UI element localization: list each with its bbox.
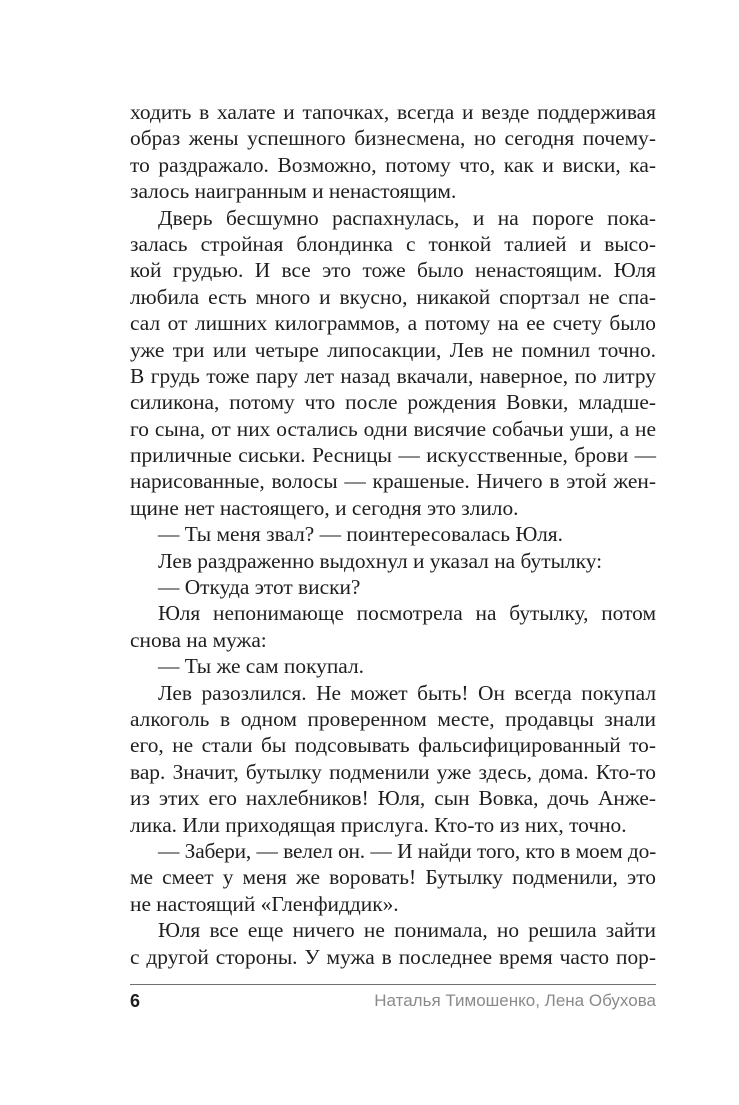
text-line: образ жены успешного бизнесмена, но сегодня почему- [130, 126, 656, 151]
text-line: — Ты же сам покупал. [158, 654, 365, 679]
text-line: го сына, от них остались одни висячие собачьи уши, а не [130, 416, 656, 441]
text-line: то раздражало. Возможно, потому что, как и виски, ка- [130, 152, 656, 177]
text-line: лика. Или приходящая прислуга. Кто-то из них, точно. [130, 812, 627, 837]
text-line: Лев разозлился. Не может быть! Он всегда покупал [158, 680, 656, 705]
text-line: — Откуда этот виски? [158, 575, 361, 600]
text-line: Юля все еще ничего не понимала, но решила зайти [158, 918, 656, 943]
text-line: кой грудью. И все это тоже было ненастоящим. Юля [130, 258, 656, 283]
text-line: из этих его нахлебников! Юля, сын Вовка, дочь Анже- [130, 786, 656, 811]
text-line: приличные сиськи. Ресницы — искусственные, брови — [130, 443, 656, 468]
text-line: вар. Значит, бутылку подменили уже здесь, дома. Кто-то [130, 759, 656, 784]
text-line: уже три или четыре липосакции, Лев не помнил точно. [130, 337, 656, 362]
text-line: снова на мужа: [130, 627, 267, 652]
text-line: силикона, потому что после рождения Вовки, младше- [130, 390, 656, 415]
text-line: нарисованные, волосы — крашеные. Ничего в этой жен- [130, 469, 656, 494]
text-line: любила есть много и вкусно, никакой спортзал не спа- [130, 284, 656, 309]
text-line: ме смеет у меня же воровать! Бутылку подменили, это [130, 865, 656, 890]
running-head-authors: Наталья Тимошенко, Лена Обухова [374, 991, 656, 1010]
text-line: В грудь тоже пару лет назад вкачали, наверное, по литру [130, 363, 656, 388]
text-line: — Ты меня звал? — поинтересовалась Юля. [158, 522, 563, 547]
text-line: Юля непонимающе посмотрела на бутылку, потом [158, 601, 656, 626]
footer-divider [130, 984, 656, 985]
page-number: 6 [130, 991, 141, 1011]
text-line: Дверь бесшумно распахнулась, и на пороге пока- [158, 205, 656, 230]
text-line: с другой стороны. У мужа в последнее время часто пор- [130, 944, 656, 969]
text-line: его, не стали бы подсовывать фальсифицированный то- [130, 733, 656, 758]
text-line: Лев раздраженно выдохнул и указал на бутылку: [158, 548, 603, 573]
text-line: щине нет настоящего, и сегодня это злило. [130, 495, 519, 520]
text-line: залась стройная блондинка с тонкой талией и высо- [130, 231, 656, 256]
text-line: — Забери, — велел он. — И найди того, кто в моем до- [158, 838, 656, 863]
text-line: залось наигранным и ненастоящим. [130, 179, 457, 204]
page-footer [130, 990, 656, 1012]
text-line: ходить в халате и тапочках, всегда и везде поддерживая [130, 100, 656, 124]
text-line: не настоящий «Гленфиддик». [130, 891, 399, 916]
text-line: алкоголь в одном проверенном месте, продавцы знали [130, 706, 656, 731]
text-line: сал от лишних килограммов, а потому на ее счету было [130, 311, 656, 336]
page-body-text [130, 99, 656, 970]
